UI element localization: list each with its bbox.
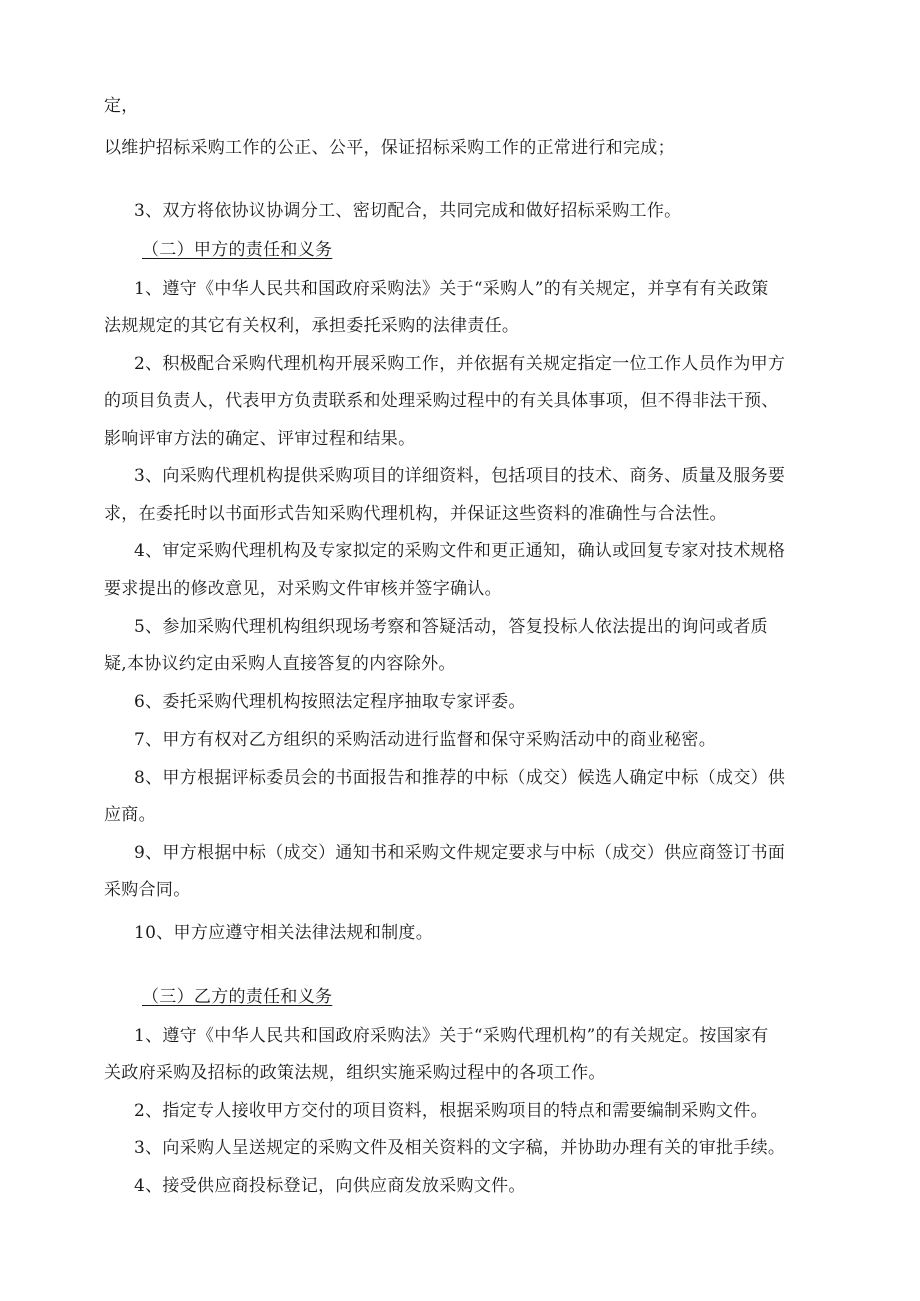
text-line: 关政府采购及招标的政策法规，组织实施采购过程中的各项工作。 [104,1063,606,1083]
section-heading-party-a: （二）甲方的责任和义务 [142,240,333,260]
text-line: 1、遵守《中华人民共和国政府采购法》关于“采购人”的有关规定，并享有有关政策 [134,279,769,299]
text-line: 2、指定专人接收甲方交付的项目资料，根据采购项目的特点和需要编制采购文件。 [134,1101,768,1121]
text-line: 以维护招标采购工作的公正、公平，保证招标采购工作的正常进行和完成； [104,138,675,158]
text-line: 疑,本协议约定由采购人直接答复的内容除外。 [104,654,456,674]
text-line: 1、遵守《中华人民共和国政府采购法》关于“采购代理机构”的有关规定。按国家有 [134,1026,769,1046]
text-line: 要求提出的修改意见，对采购文件审核并签字确认。 [104,579,502,599]
text-line: 9、甲方根据中标（成交）通知书和采购文件规定要求与中标（成交）供应商签订书面 [134,843,786,863]
text-line: 10、甲方应遵守相关法律法规和制度。 [134,923,434,943]
text-line: 的项目负责人，代表甲方负责联系和处理采购过程中的有关具体事项，但不得非法干预、 [104,391,779,411]
text-line: 法规规定的其它有关权利，承担委托采购的法律责任。 [104,316,520,336]
text-line: 采购合同。 [104,880,191,900]
text-line: 3、双方将依协议协调分工、密切配合，共同完成和做好招标采购工作。 [134,201,682,221]
text-line: 7、甲方有权对乙方组织的采购活动进行监督和保守采购活动中的商业秘密。 [134,730,717,750]
text-line: 影响评审方法的确定、评审过程和结果。 [104,429,416,449]
text-line: 4、接受供应商投标登记，向供应商发放采购文件。 [134,1176,526,1196]
text-line: 3、向采购人呈送规定的采购文件及相关资料的文字稿，并协助办理有关的审批手续。 [134,1138,786,1158]
text-line: 3、向采购代理机构提供采购项目的详细资料，包括项目的技术、商务、质量及服务要 [134,466,786,486]
text-line: 8、甲方根据评标委员会的书面报告和推荐的中标（成交）候选人确定中标（成交）供 [134,768,786,788]
section-heading-party-b: （三）乙方的责任和义务 [142,987,333,1007]
text-line: 求，在委托时以书面形式告知采购代理机构，并保证这些资料的准确性与合法性。 [104,504,727,524]
text-line: 2、积极配合采购代理机构开展采购工作，并依据有关规定指定一位工作人员作为甲方 [134,354,786,374]
text-line: 6、委托采购代理机构按照法定程序抽取专家评委。 [134,692,526,712]
text-line: 定， [104,96,139,116]
text-line: 应商。 [104,805,156,825]
text-line: 5、参加采购代理机构组织现场考察和答疑活动，答复投标人依法提出的询问或者质 [134,617,768,637]
text-line: 4、审定采购代理机构及专家拟定的采购文件和更正通知，确认或回复专家对技术规格 [134,541,786,561]
